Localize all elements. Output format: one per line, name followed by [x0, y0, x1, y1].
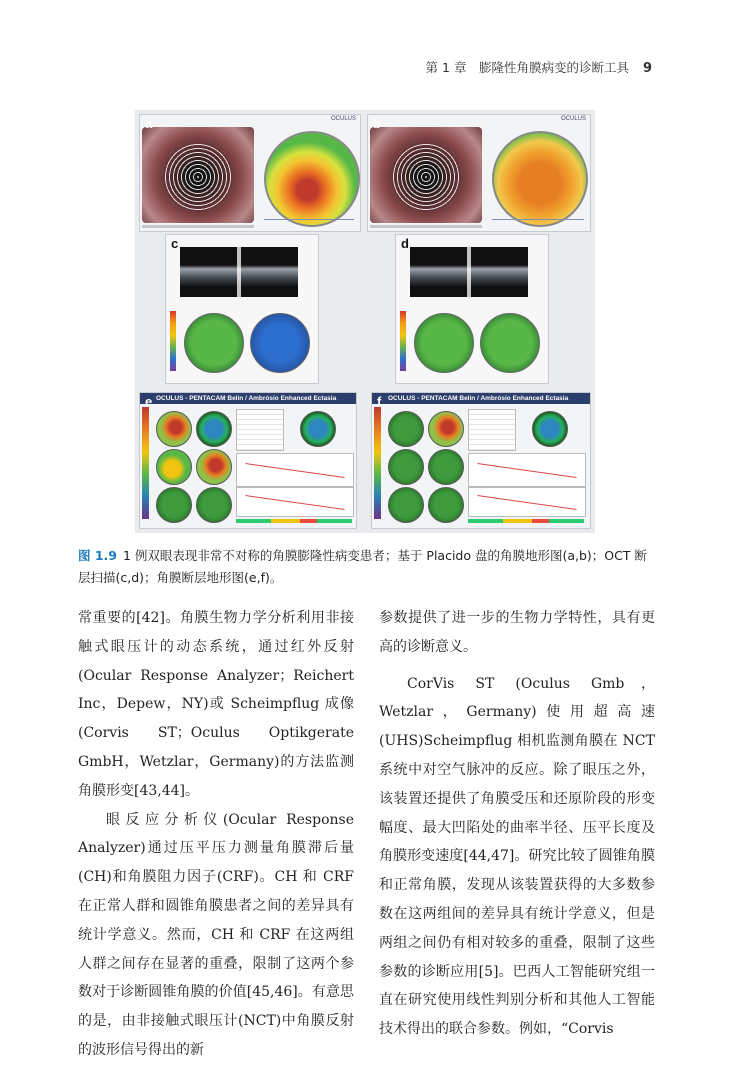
percentage-increase-graph	[236, 487, 354, 517]
eye-photo-placido-rings	[370, 127, 482, 223]
profile-line	[492, 219, 584, 220]
front-difference-map	[388, 449, 424, 485]
caption-text: 1 例双眼表现非常不对称的角膜膨隆性病变患者；基于 Placido 盘的角膜地形图(a,b)；OCT 断层扫描(c,d)；角膜断层地形图(e,f)。	[78, 548, 647, 585]
paragraph: 眼反应分析仪(Ocular Response Analyzer)通过压平压力测量角膜滞后量(CH)和角膜阻力因子(CRF)。CH 和 CRF 在正常人群和圆锥角膜患者之间的差异具有统计学意义。然而，CH 和 CRF 在这两组人群之间存在显著的重叠，限制了这两个参数对于诊断圆锥角膜的价值[45,46]。有意思的是，由非接触式眼压计(NCT)中角膜反射的波形信号得出的新	[78, 811, 354, 1058]
back-difference-map	[196, 449, 232, 485]
panel-a-placido-topography	[139, 114, 361, 232]
epithelium-map	[250, 313, 310, 373]
figure-caption	[78, 545, 655, 589]
index-table	[236, 409, 284, 451]
panel-label-b: b	[373, 116, 381, 131]
curvature-map	[264, 131, 360, 227]
oct-scan-image	[180, 247, 298, 297]
data-row	[142, 225, 254, 228]
percentage-increase-graph	[468, 487, 586, 517]
thickness-map	[428, 487, 464, 523]
pachymetry-map	[184, 313, 244, 373]
thickness-color-scale	[400, 311, 406, 371]
panel-label-e: e	[145, 394, 153, 409]
panel-f-pentacam	[371, 392, 591, 529]
oculus-logo: OCULUS	[560, 116, 586, 122]
pachymetry-map	[156, 487, 192, 523]
panel-label-d: d	[401, 236, 409, 251]
page-number: 9	[642, 61, 652, 76]
paragraph: 常重要的[42]。角膜生物力学分析利用非接触式眼压计的动态系统，通过红外反射(Ocular Response Analyzer；Reichert Inc，Depew，NY)或 Scheimpflug 成像(Corvis ST；Oculus Optikgerate GmbH，Wetzlar，Germany)的方法监测角膜形变[43,44]。	[78, 610, 354, 799]
figure-1-9	[135, 110, 595, 533]
color-scale	[374, 407, 381, 519]
pachymetry-map	[414, 313, 474, 373]
oct-scan-image	[410, 247, 528, 297]
front-elevation-map	[388, 411, 424, 447]
deviation-indicator-bar	[236, 519, 352, 523]
paragraph: CorVis ST (Oculus Gmb，Wetzlar，Germany)使用超高速(UHS)Scheimpflug 相机监测角膜在 NCT 系统中对空气脉冲的反应。除了眼压之外，该装置还提供了角膜受压和还原阶段的形变幅度、最大凹陷处的曲率半径、压平长度及角膜形变速度[44,47]。研究比较了圆锥角膜和正常角膜，发现从该装置获得的大多数参数在这两组间的差异具有统计学意义，但是两组之间仍有相对较多的重叠，限制了这些参数的诊断应用[5]。巴西人工智能研究组一直在研究使用线性判别分析和其他人工智能技术得出的联合参数。例如，“Corvis	[379, 675, 655, 1038]
back-difference-map	[428, 449, 464, 485]
eye-photo-placido-rings	[142, 127, 254, 223]
panel-label-a: a	[145, 116, 153, 131]
running-header	[426, 58, 652, 76]
body-column-right	[379, 604, 655, 1044]
pachymetry-map	[388, 487, 424, 523]
back-elevation-map	[196, 411, 232, 447]
topometric-map	[532, 411, 568, 447]
epithelium-map	[480, 313, 540, 373]
figure-number: 图 1.9	[78, 548, 117, 563]
panel-e-pentacam	[139, 392, 357, 529]
panel-label-f: f	[377, 394, 382, 409]
front-elevation-map	[156, 411, 192, 447]
color-scale	[142, 407, 149, 519]
front-difference-map	[156, 449, 192, 485]
data-row	[370, 225, 482, 228]
chapter-title: 第 1 章 膨隆性角膜病变的诊断工具	[425, 60, 629, 75]
thickness-progression-graph	[236, 453, 354, 487]
panel-b-placido-topography	[367, 114, 591, 232]
topometric-map	[300, 411, 336, 447]
curvature-map	[492, 131, 588, 227]
pentacam-title: OCULUS - PENTACAM Belin / Ambrósio Enhanced Ectasia	[372, 393, 590, 404]
thickness-progression-graph	[468, 453, 586, 487]
back-elevation-map	[428, 411, 464, 447]
body-column-left	[78, 604, 354, 1065]
paragraph: 参数提供了进一步的生物力学特性，具有更高的诊断意义。	[379, 610, 655, 655]
profile-line	[264, 219, 354, 220]
panel-label-c: c	[171, 236, 179, 251]
pentacam-title: OCULUS - PENTACAM Belin / Ambrósio Enhanced Ectasia	[140, 393, 356, 404]
thickness-color-scale	[170, 311, 176, 371]
panel-d-oct	[395, 234, 549, 384]
index-table	[468, 409, 516, 451]
oculus-logo: OCULUS	[330, 116, 356, 122]
thickness-map	[196, 487, 232, 523]
deviation-indicator-bar	[468, 519, 584, 523]
panel-c-oct	[165, 234, 319, 384]
